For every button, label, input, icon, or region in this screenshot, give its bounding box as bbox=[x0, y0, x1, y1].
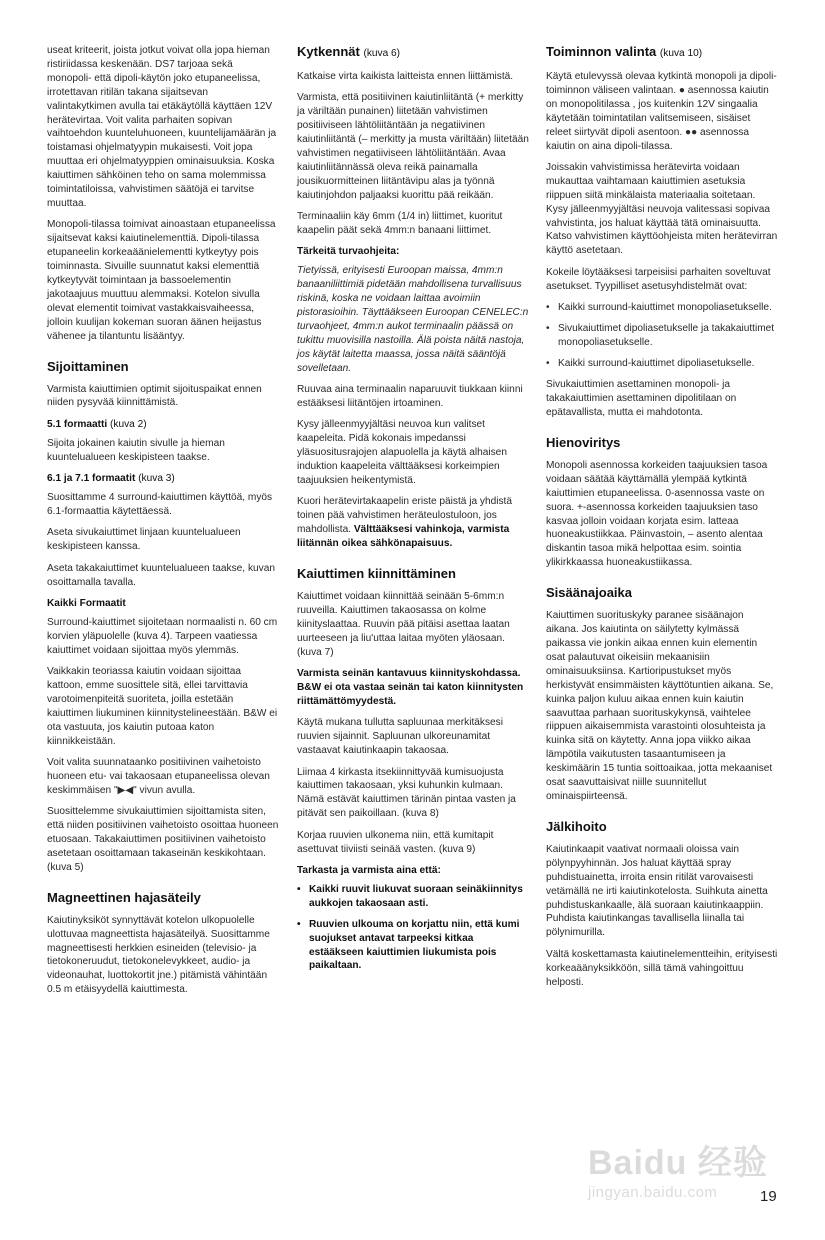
paragraph: Terminaaliin käy 6mm (1/4 in) liittimet, kuoritut kaapelin päät sekä 4mm:n banaani liittimet. bbox=[297, 211, 503, 237]
heading-kiinnittaminen: Kaiuttimen kiinnittäminen bbox=[297, 566, 456, 582]
paragraph: Ruuvaa aina terminaalin naparuuvit tiukkaan kiinni estääksesi liitäntöjen irtoaminen. bbox=[297, 384, 523, 410]
paragraph: Kaiuttimet voidaan kiinnittää seinään 5-6mm:n ruuveilla. Kaiuttimen takaosassa on kolme kiinityslaattaa. Ruuvin pää pitäisi asettaa laatan uurteeseen ja liu'uttaa laitaa myöten yläosaan. (kuva 7) bbox=[297, 591, 510, 658]
column-3 bbox=[546, 44, 778, 997]
paragraph: Katkaise virta kaikista laitteista ennen liittämistä. bbox=[297, 71, 514, 82]
subheading-5-1 bbox=[47, 418, 279, 432]
paragraph: Aseta takakaiuttimet kuuntelualueen taakse, kuvan osoittamalla tavalla. bbox=[47, 562, 275, 588]
paragraph: Suosittamme 4 surround-kaiuttimen käyttöä, myös 6.1-formaattia käytettäessä. bbox=[47, 491, 273, 517]
heading-sisaanajoaika: Sisäänajoaika bbox=[546, 585, 632, 601]
paragraph bbox=[297, 495, 529, 551]
list-item: • Kaikki ruuvit liukuvat suoraan seinäkiinnitys aukkojen takaosaan asti. bbox=[297, 883, 529, 911]
heading-toiminnon-valinta bbox=[546, 44, 778, 62]
paragraph: Korjaa ruuvien ulkonema niin, että kumitapit asettuvat tiiviisti seinää vasten. (kuva 9) bbox=[297, 829, 494, 855]
figure-ref: (kuva 6) bbox=[363, 48, 401, 59]
subheading-kaikki: Kaikki Formaatit bbox=[47, 597, 126, 609]
paragraph: Kaiuttimen suorituskyky paranee sisäänajon aikana. Jos kaiutinta on säilytetty kylmässä paikassa vie jonkin aikaa ennen kuin elementin osat palautuvat oikeisiin mekaanisiin ominaisuuksiinsa. Kartioripustukset myös herkistyvät ensimmäisten käyttötuntien aikana. Se, kuinka paljon kuluu aikaa ennen kuin kaiutin saavuttaa parhaan suorituskykynsä, vaihtelee riippuen aikaisemmista varastointi olosuhteista ja kuinka sitä on käytetty. Anna jopa viikko aikaa lämpötila vaikutusten tasaantumiseen ja keskimäärin 15 tuntia soittoaikaa, jotta mekaaniset osat saavuttaisivat niille suunnitellut ominaispiirteensä. bbox=[546, 610, 774, 802]
paragraph: Aseta sivukaiuttimet linjaan kuuntelualueen keskipisteen kanssa. bbox=[47, 527, 241, 553]
paragraph: Varmista kaiuttimien optimit sijoituspaikat ennen niiden pysyvää kiinnittämistä. bbox=[47, 383, 262, 409]
paragraph: Kokeile löytääksesi tarpeisiisi parhaiten soveltuvat asetukset. Tyypilliset asetusyhdistelmät ovat: bbox=[546, 266, 771, 292]
watermark-logo-text: Baidu 经验 bbox=[588, 1144, 768, 1182]
paragraph: Surround-kaiuttimet sijoitetaan normaalisti n. 60 cm korvien yläpuolelle (kuva 4). Tarpeen vaatiessa kaiuttimet voidaan sijoittaa myös ylemmäs. bbox=[47, 616, 278, 656]
paragraph: Käytä etulevyssä olevaa kytkintä monopoli ja dipoli-toiminnon väliseen valintaan. ● asennossa kaiutin on monopolitilassa , jos kuitenkin 12V singaalia käytetään toimintatilan valitsemiseen, sisäiset releet siirtyvät dipoli asentoon. ●● asennossa kaiutin on aina dipoli-tilassa. bbox=[546, 71, 777, 152]
paragraph: Kysy jälleenmyyjältäsi neuvoa kun valitset kaapeleita. Pidä kokonais impedanssi yläsuositusrajojen alapuolella ja käytä alhaisen induktion kaapeleita välttääksesi korkeimpien taajuuksien heikentymistä. bbox=[297, 419, 507, 487]
paragraph: Vaikkakin teoriassa kaiutin voidaan sijoittaa kattoon, emme suosittele sitä, ellei tarvittavia varotoimenpiteitä suoriteta, joilla estetään kaiuttimen liukuminen kiinnitystelineestään. B&W ei ota vastuuta, jos kaiutin putoaa katon kiinnikkeistään. bbox=[47, 666, 278, 747]
heading-sijoittaminen: Sijoittaminen bbox=[47, 358, 129, 374]
heading-magneettinen: Magneettinen hajasäteily bbox=[47, 889, 201, 905]
subheading-tarkasta: Tarkasta ja varmista aina että: bbox=[297, 865, 441, 876]
figure-ref: (kuva 3) bbox=[138, 473, 175, 485]
safety-paragraph: Tietyissä, erityisesti Euroopan maissa, 4mm:n banaaniliittimiä pidetään mahdollisena turvallisuus riskinä, koska ne voidaan laittaa avoimiin pistorasioihin. Täyttääkseen Euroopan CENELEC:n turvaohjeet, 4mm:n aukot terminaalin päässä on tukittu muovisilla nastoilla. Älä poista näitä nastoja, jos käytät laitetta maassa, jossa näitä sääntöjä sovelletaan. bbox=[297, 265, 529, 374]
paragraph: Vältä koskettamasta kaiutinelementteihin, erityisesti korkeaäänyksikköön, sillä tämä vahingoittuu helposti. bbox=[546, 948, 778, 988]
list-item: • Ruuvien ulkouma on korjattu niin, että kumi suojukset antavat tarpeeksi kitkaa estääkseen kaiuttimien liukumista pois paikaltaan. bbox=[297, 918, 529, 974]
paragraph: Voit valita suunnataanko positiivinen vaihetoisto huoneen etu- vai takaosaan etupaneelissa olevan keskimmäisen "▶◀" vivun avulla. bbox=[47, 756, 270, 796]
watermark bbox=[588, 1135, 778, 1210]
paragraph: Liimaa 4 kirkasta itsekiinnittyvää kumisuojusta kaiuttimen takaosaan, yksi kuhunkin kulmaan. Nämä estävät kaiuttimen tärinän pintaa vasten ja pitävät sen paikoillaan. (kuva 8) bbox=[297, 766, 516, 820]
subheading-label: 5.1 formaatti bbox=[47, 418, 108, 430]
paragraph: Joissakin vahvistimissa herätevirta voidaan mukauttaa vaihtamaan kaiuttimien asetuksia riippuen siitä minkälaista materiaalia soitetaan. Kysy jälleenmyyjältäsi neuvoja valitessasi sopivaa vahvistinta, jos haluat käyttää tätä ominaisuutta. Katso vahvistimen käyttöohjeista miten herätevirran käyttö asetetaan. bbox=[546, 161, 778, 257]
figure-ref: (kuva 2) bbox=[110, 418, 147, 430]
heading-kytkennat bbox=[297, 44, 529, 62]
heading-label: Toiminnon valinta bbox=[546, 44, 657, 59]
column-2 bbox=[297, 44, 529, 981]
page-number: 19 bbox=[760, 1188, 777, 1205]
paragraph: Sijoita jokainen kaiutin sivulle ja hieman kuuntelualueen keskipisteen taakse. bbox=[47, 437, 225, 463]
heading-hienoviritys: Hienoviritys bbox=[546, 434, 621, 450]
subheading-label: 6.1 ja 7.1 formaatit bbox=[47, 473, 136, 485]
list-item: • Kaikki surround-kaiuttimet monopoliasetukselle. bbox=[546, 301, 778, 315]
settings-list bbox=[546, 301, 778, 371]
paragraph: Kaiutinyksiköt synnyttävät kotelon ulkopuolelle ulottuvaa magneettista hajasäteilyä. Suosittamme magneettisesti herkkien esineiden (televisio- ja tietokoneruudut, tietokonelevykkeet, audio- ja videonauhat, luottokortit jne.) pitämistä vähintään 0.5 m etäisyydellä kaiuttimesta. bbox=[47, 914, 270, 996]
heading-label: Kytkennät bbox=[297, 44, 360, 59]
figure-ref: (kuva 10) bbox=[659, 48, 703, 59]
paragraph: Monopoli-tilassa toimivat ainoastaan etupaneelissa sijaitsevat kaksi kaiutinelementtiä. Dipoli-tilassa etupaneelin korkeaäänielementti kytkeytyy pois toiminnasta. Sivuille suunnatut kaksi elementtiä kytkeytyvät toimintaan ja bassoelementin jakotaajuus muuttuu alemmaksi. Kotelon sivulla olevat elementit toimivat vastakkaisvaiheessa, jolloin kuulijan kokeman suoran äänen heijastus vähenee ja tilantuntu lisääntyy. bbox=[47, 219, 276, 342]
paragraph: Kaiutinkaapit vaativat normaali oloissa vain pölynpyyhinnän. Jos haluat käyttää spray puhdistuainetta, irroita ensin ritilät varovaisesti vetämällä ne irti kaiutinkotelosta. Suihkuta ainetta puhdistuskankaalle, älä suoraan kaiutinkaappiin. Puhdista kaiutinkangas tavallisella liinalla tai pölynimurilla. bbox=[546, 843, 768, 939]
subheading-6-1-7-1 bbox=[47, 472, 279, 486]
list-item: • Kaikki surround-kaiuttimet dipoliasetukselle. bbox=[546, 357, 778, 371]
warning-paragraph: Varmista seinän kantavuus kiinnityskohdassa. B&W ei ota vastaa seinän tai katon kiinnitysten riittämättömyydestä. bbox=[297, 668, 524, 707]
warning-text: Välttääksesi vahinkoja, varmista liitännän oikea sähkönapaisuus. bbox=[297, 524, 510, 550]
list-item: • Sivukaiuttimet dipoliasetukselle ja takakaiuttimet monopoliasetukselle. bbox=[546, 322, 778, 350]
watermark-url: jingyan.baidu.com bbox=[588, 1184, 718, 1201]
paragraph: Monopoli asennossa korkeiden taajuuksien tasoa voidaan säätää käyttämällä ylempää kytkintä kaiuttimien etupaneelissa. 0-asennossa vaste on suora. +-asennossa korkeiden taajuuksien taso kasvaa jolloin voidaan korjata esim. latteaa huoneakustiikkaa. Päinvastoin, – asento alentaa diskantin tasoa mikä helpottaa esim. sointia ylikirkkaassa huoneakustiikassa. bbox=[546, 459, 768, 569]
paragraph: Varmista, että positiivinen kaiutinliitäntä (+ merkitty ja väriltään punainen) liitetään vahvistimen positiiviseen lähtöliitäntään ja negatiivinen kaiutinliitäntä (– merkitty ja musta väriltään) liitetään vahvistimen negatiiviseen lähtöliitäntään. Avaa kaiutinliitännässä oleva reikä painamalla jousikuormitteinen liitäntävipu alas ja työnnä kaiutinjohdon paljaaksi kuorittu pää reikään. bbox=[297, 92, 529, 201]
paragraph: Käytä mukana tullutta sapluunaa merkitäksesi ruuvien sijainnit. Sapluunan ulkoreunamitat vastaavat kaiutinkaapin takaosaa. bbox=[297, 717, 503, 757]
column-1 bbox=[47, 44, 279, 1005]
heading-jalkihoito: Jälkihoito bbox=[546, 818, 607, 834]
checklist bbox=[297, 883, 529, 973]
paragraph-text: Kuori herätevirtakaapelin eriste päistä ja yhdistä toinen pää vahvistimen heräteulostuloon, jos mahdollista. bbox=[297, 496, 512, 536]
subheading-turvaohjeita: Tärkeitä turvaohjeita: bbox=[297, 246, 400, 258]
paragraph: useat kriteerit, joista jotkut voivat olla jopa hieman ristiriidassa keskenään. DS7 tarjoaa sekä monopoli- että dipoli-käytön joko etupaneelissa, irrotettavan ritilän takana sijaitsevan valintakytkimen avulla tai etäkäytöllä käyttäen 12V herätevirtaa. Voit valita parhaiten sopivan vaihtoehdon kuunteluhuoneen, kuuntelijamäärän ja toistamasi ohjelmatyypin mukaisesti. Voit jopa muuttaa eri ohjelmatyyppien ominaisuuksia. Koska kaiuttimen sähköinen teho on sama molemmissa toimintatiloissa, vahvistimen säätöjä ei tarvitse muuttaa. bbox=[47, 45, 277, 209]
paragraph: Suosittelemme sivukaiuttimien sijoittamista siten, että niiden positiivinen vaihetoisto osoittaa huoneen etuosaan. Takakaiuttimen positiivinen vaihetoisto asetetaan osoittamaan takaseinän keskikohtaan. (kuva 5) bbox=[47, 806, 279, 873]
paragraph: Sivukaiuttimien asettaminen monopoli- ja takakaiuttimien asettaminen dipolitilaan on epätavallista, mutta ei mahdotonta. bbox=[546, 379, 737, 419]
